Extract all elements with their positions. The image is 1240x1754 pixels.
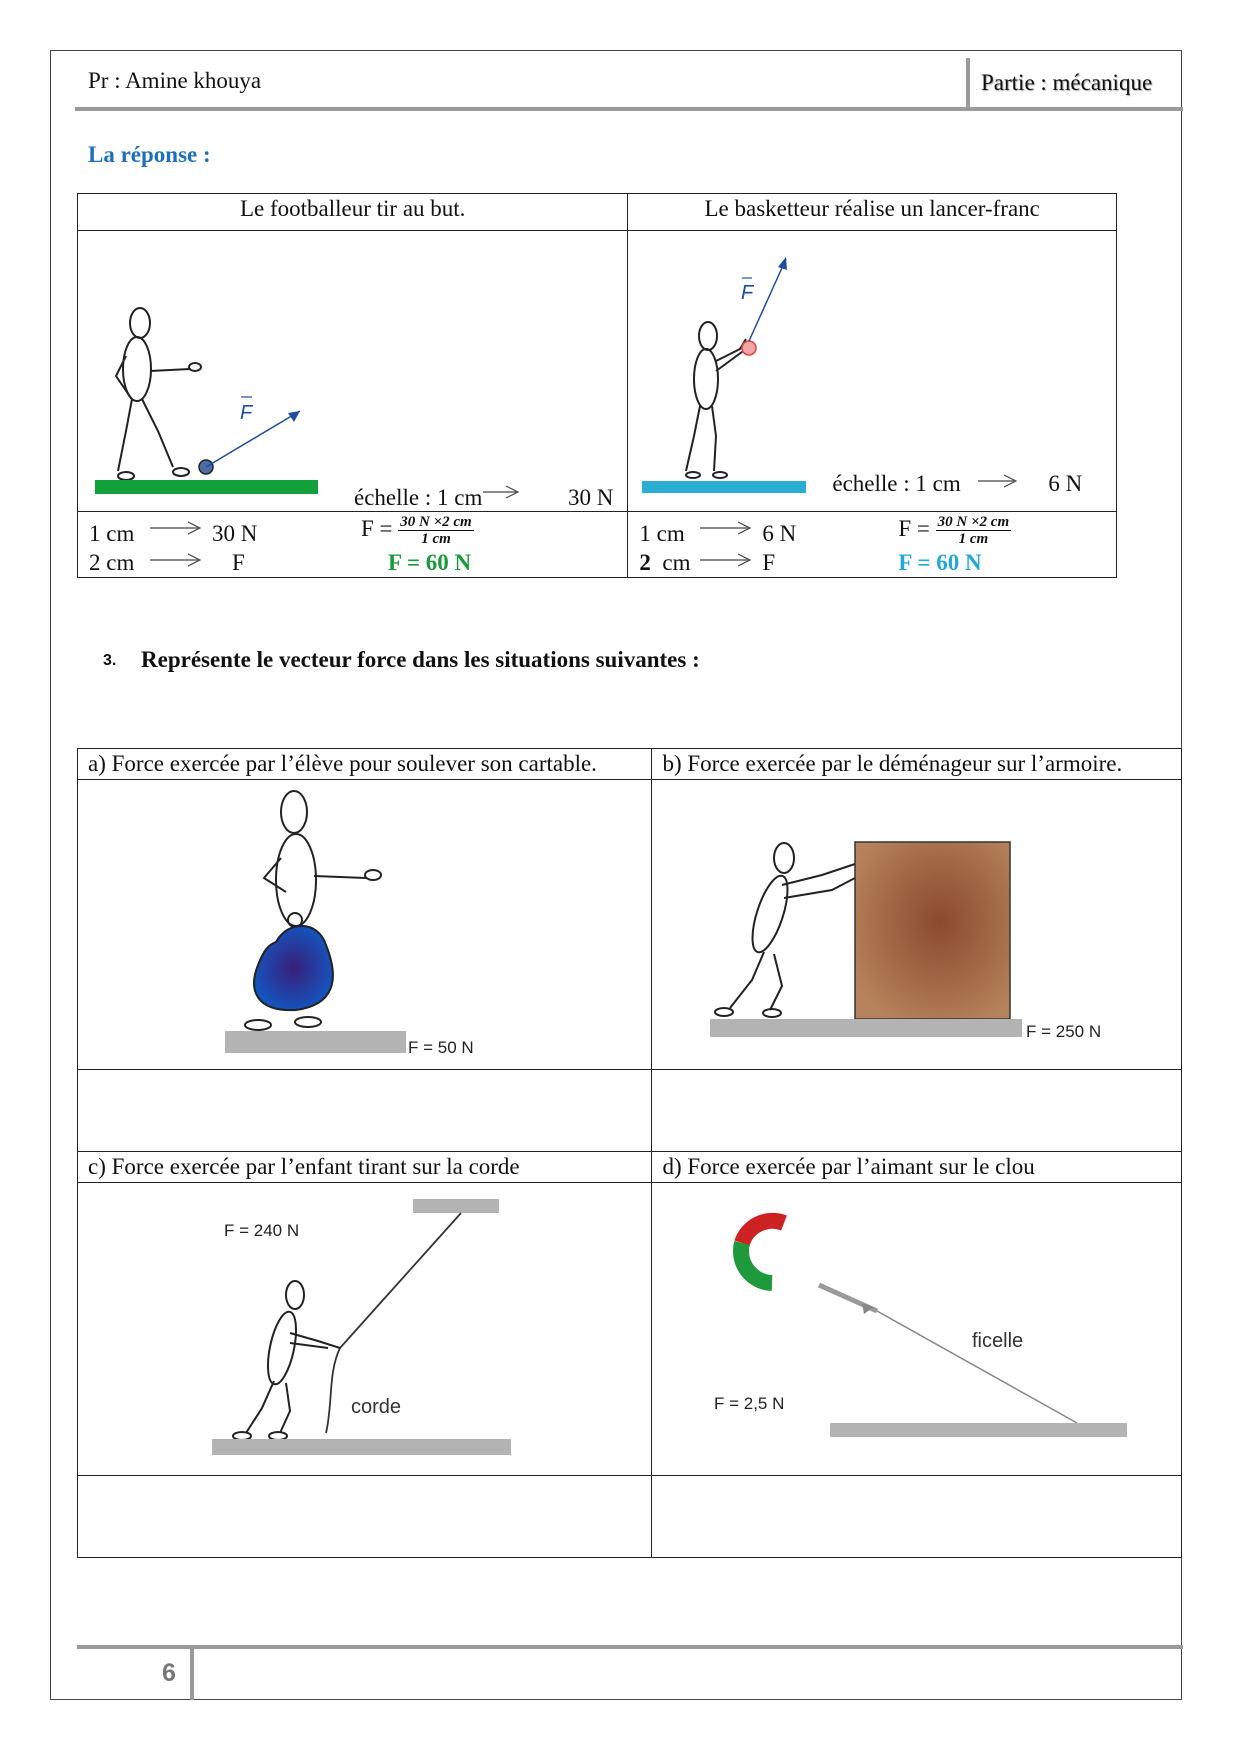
string-label: ficelle: [972, 1330, 1024, 1352]
formula-prefix: F =: [898, 515, 930, 541]
header-section: Partie : mécanique: [981, 70, 1153, 95]
arrow-icon: [700, 520, 752, 536]
basketball-scale-label: échelle : 1 cm: [832, 471, 961, 496]
basketball-illustration: [628, 231, 1117, 512]
situations-table: [77, 748, 1182, 1558]
mover-ground: [710, 1019, 1022, 1037]
student-illustration: [78, 780, 654, 1070]
force-c-label: F = 240 N: [224, 1221, 300, 1240]
answer-box-c[interactable]: [78, 1476, 652, 1558]
rope-label: corde: [351, 1396, 402, 1418]
student-ground: [225, 1031, 406, 1053]
basketball-cell: [628, 231, 1117, 512]
magnet-illustration: [652, 1183, 1181, 1476]
footer-rule: [77, 1645, 1183, 1649]
bold-two: 2: [639, 550, 651, 575]
basketball-calc-cell: [628, 512, 1117, 578]
footballer-ground: [95, 480, 318, 494]
arrow-icon: [150, 520, 202, 536]
child-ground: [212, 1439, 511, 1455]
header-rule: [75, 107, 1183, 111]
fraction-numerator: 30 N ×2 cm: [400, 514, 472, 530]
footballer-cell: [78, 231, 628, 512]
basketball-ground: [642, 481, 806, 493]
caption-footballer: Le footballeur tir au but.: [78, 194, 628, 231]
answer-table: [77, 193, 1117, 578]
magnet-ground: [830, 1423, 1127, 1437]
question-number: 3.: [103, 652, 117, 669]
caption-d: d) Force exercée par l’aimant sur le clou: [652, 1152, 1182, 1183]
schoolbag-icon: [254, 926, 333, 1010]
footballer-vector-label: F: [240, 402, 253, 424]
basketball-vector-label: F: [741, 282, 754, 304]
footballer-illustration: [78, 231, 629, 512]
basketball-formula: [898, 514, 1011, 547]
mover-illustration: [652, 780, 1181, 1070]
wardrobe-icon: [855, 842, 1010, 1019]
magnet-icon: [741, 1221, 784, 1283]
fraction-denominator: 1 cm: [958, 531, 989, 547]
fraction-numerator: 30 N ×2 cm: [937, 514, 1010, 530]
child-rope-illustration: [78, 1183, 654, 1476]
force-a-label: F = 50 N: [408, 1038, 474, 1057]
caption-c: c) Force exercée par l’enfant tirant sur la corde: [78, 1152, 652, 1183]
answer-box-d[interactable]: [652, 1476, 1182, 1558]
caption-basketball: Le basketteur réalise un lancer-franc: [628, 194, 1117, 231]
header-separator: [966, 58, 970, 110]
answer-box-b[interactable]: [652, 1070, 1182, 1152]
caption-a: a) Force exercée par l’élève pour soulever son cartable.: [78, 749, 652, 780]
situation-a-cell: [78, 780, 652, 1070]
rope: [340, 1213, 461, 1348]
footballer-calc-l2b: F: [232, 550, 245, 575]
basketball-calc-l1a: 1 cm: [639, 521, 685, 546]
basketball-calc-l2a: [639, 550, 690, 576]
footballer-scale-value: 30 N: [568, 485, 614, 510]
header-author: Pr : Amine khouya: [88, 68, 262, 93]
question-text: Représente le vecteur force dans les situations suivantes :: [141, 647, 700, 672]
footballer-calc-l2a: 2 cm: [89, 550, 135, 575]
formula-fraction: [936, 514, 1011, 547]
basketball-result: F = 60 N: [898, 550, 982, 575]
arrow-icon: [150, 552, 202, 568]
basketball-calc-l1b: 6 N: [762, 521, 797, 546]
caption-b: b) Force exercée par le déménageur sur l’armoire.: [652, 749, 1182, 780]
string: [877, 1311, 1077, 1423]
footballer-formula: [361, 514, 474, 547]
situation-d-cell: [652, 1183, 1182, 1476]
situation-c-cell: [78, 1183, 652, 1476]
unit-cm: cm: [662, 550, 691, 575]
force-b-label: F = 250 N: [1026, 1022, 1102, 1041]
footballer-result: F = 60 N: [388, 550, 472, 575]
arrow-icon: [700, 552, 752, 568]
situation-b-cell: [652, 780, 1182, 1070]
footballer-calc-l1a: 1 cm: [89, 521, 135, 546]
basketball-calc-l2b: F: [762, 550, 776, 575]
footer-separator: [190, 1645, 194, 1700]
basketball-scale-value: 6 N: [1048, 471, 1083, 496]
force-d-label: F = 2,5 N: [714, 1394, 785, 1413]
answer-title: La réponse :: [88, 142, 211, 167]
ceiling-bar: [413, 1199, 499, 1213]
fraction-denominator: 1 cm: [421, 531, 451, 547]
footballer-calc-l1b: 30 N: [212, 521, 258, 546]
footballer-scale-label: échelle : 1 cm: [354, 485, 483, 510]
formula-fraction: [398, 514, 473, 547]
answer-box-a[interactable]: [78, 1070, 652, 1152]
page-number: 6: [162, 1659, 176, 1687]
footballer-calc-cell: [78, 512, 628, 578]
formula-prefix: F =: [361, 515, 393, 541]
